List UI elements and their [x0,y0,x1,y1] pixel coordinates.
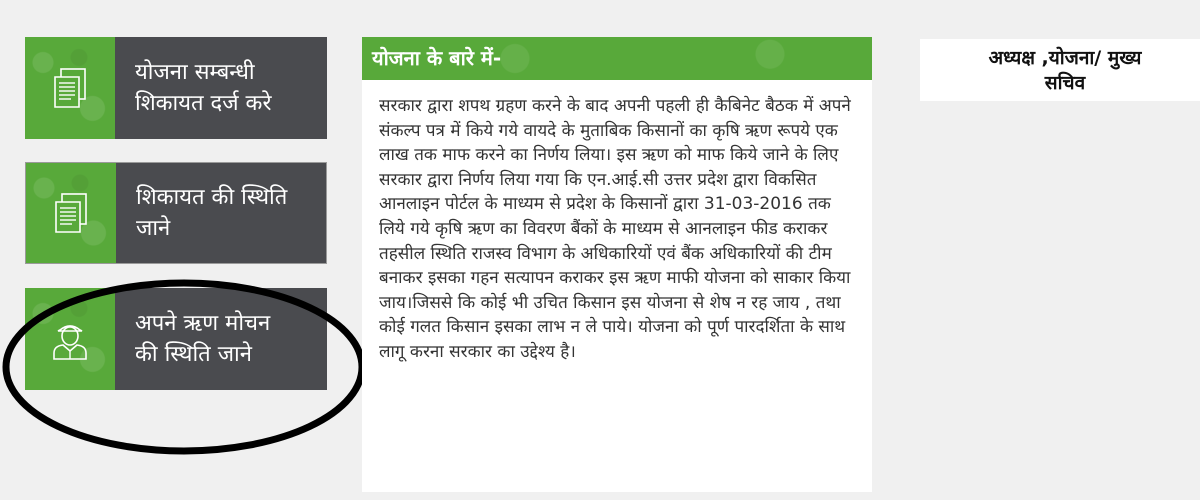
about-scheme-panel [362,37,872,492]
chairman-box [920,39,1200,101]
tile-icon-box [25,288,115,390]
tile-register-complaint[interactable] [25,37,327,139]
tile-label-line1: अपने ऋण मोचन [135,311,271,336]
tile-icon-box [25,37,115,139]
tile-complaint-status[interactable] [25,162,327,264]
tile-label-line2: की स्थिति जाने [135,342,252,367]
tile-label [115,288,327,390]
chairman-title-line1: अध्यक्ष ,योजना/ मुख्य [988,47,1142,69]
farmer-user-icon [51,318,89,360]
tile-loan-waiver-status[interactable] [25,288,327,390]
tile-label [115,37,327,139]
chairman-title-line2: सचिव [1044,72,1086,94]
page [0,20,1200,500]
tile-label-line1: योजना सम्बन्धी [135,60,255,85]
document-icon [53,68,87,108]
tile-label-line1: शिकायत की स्थिति [136,185,288,210]
panel-title: योजना के बारे में- [362,37,872,80]
document-icon [54,193,88,233]
tile-label-line2: शिकायत दर्ज करे [135,91,272,116]
panel-body-text: सरकार द्वारा शपथ ग्रहण करने के बाद अपनी पहली ही कैबिनेट बैठक में अपने संकल्प पत्र में किये गये वायदे के मुताबिक किसानों का कृषि ऋण रूपये एक लाख तक माफ करने का निर्णय लिया। इस ऋण को माफ किये जाने के लिए सरकार द्वारा निर्णय लिया गया कि एन.आई.सी उत्तर प्रदेश द्वारा विकसित आनलाइन पोर्टल के माध्यम से प्रदेश के किसानों द्वारा 31-03-2016 तक लिये गये कृषि ऋण का विवरण बैंकों के माध्यम से आनलाइन फीड कराकर तहसील स्थिति राजस्व विभाग के अधिकारियों एवं बैंक अधिकारियों की टीम बनाकर इसका गहन सत्यापन कराकर इस ऋण माफी योजना को साकार किया जाय।जिससे कि कोई भी उचित किसान इस योजना से शेष न रह जाय , तथा कोई गलत किसान इसका लाभ न ले पाये। योजना को पूर्ण पारदर्शिता के साथ लागू करना सरकार का उद्देश्य है। [379,96,851,362]
tile-label-line2: जाने [136,216,171,241]
tile-icon-box [26,163,116,263]
tile-label [116,163,326,263]
